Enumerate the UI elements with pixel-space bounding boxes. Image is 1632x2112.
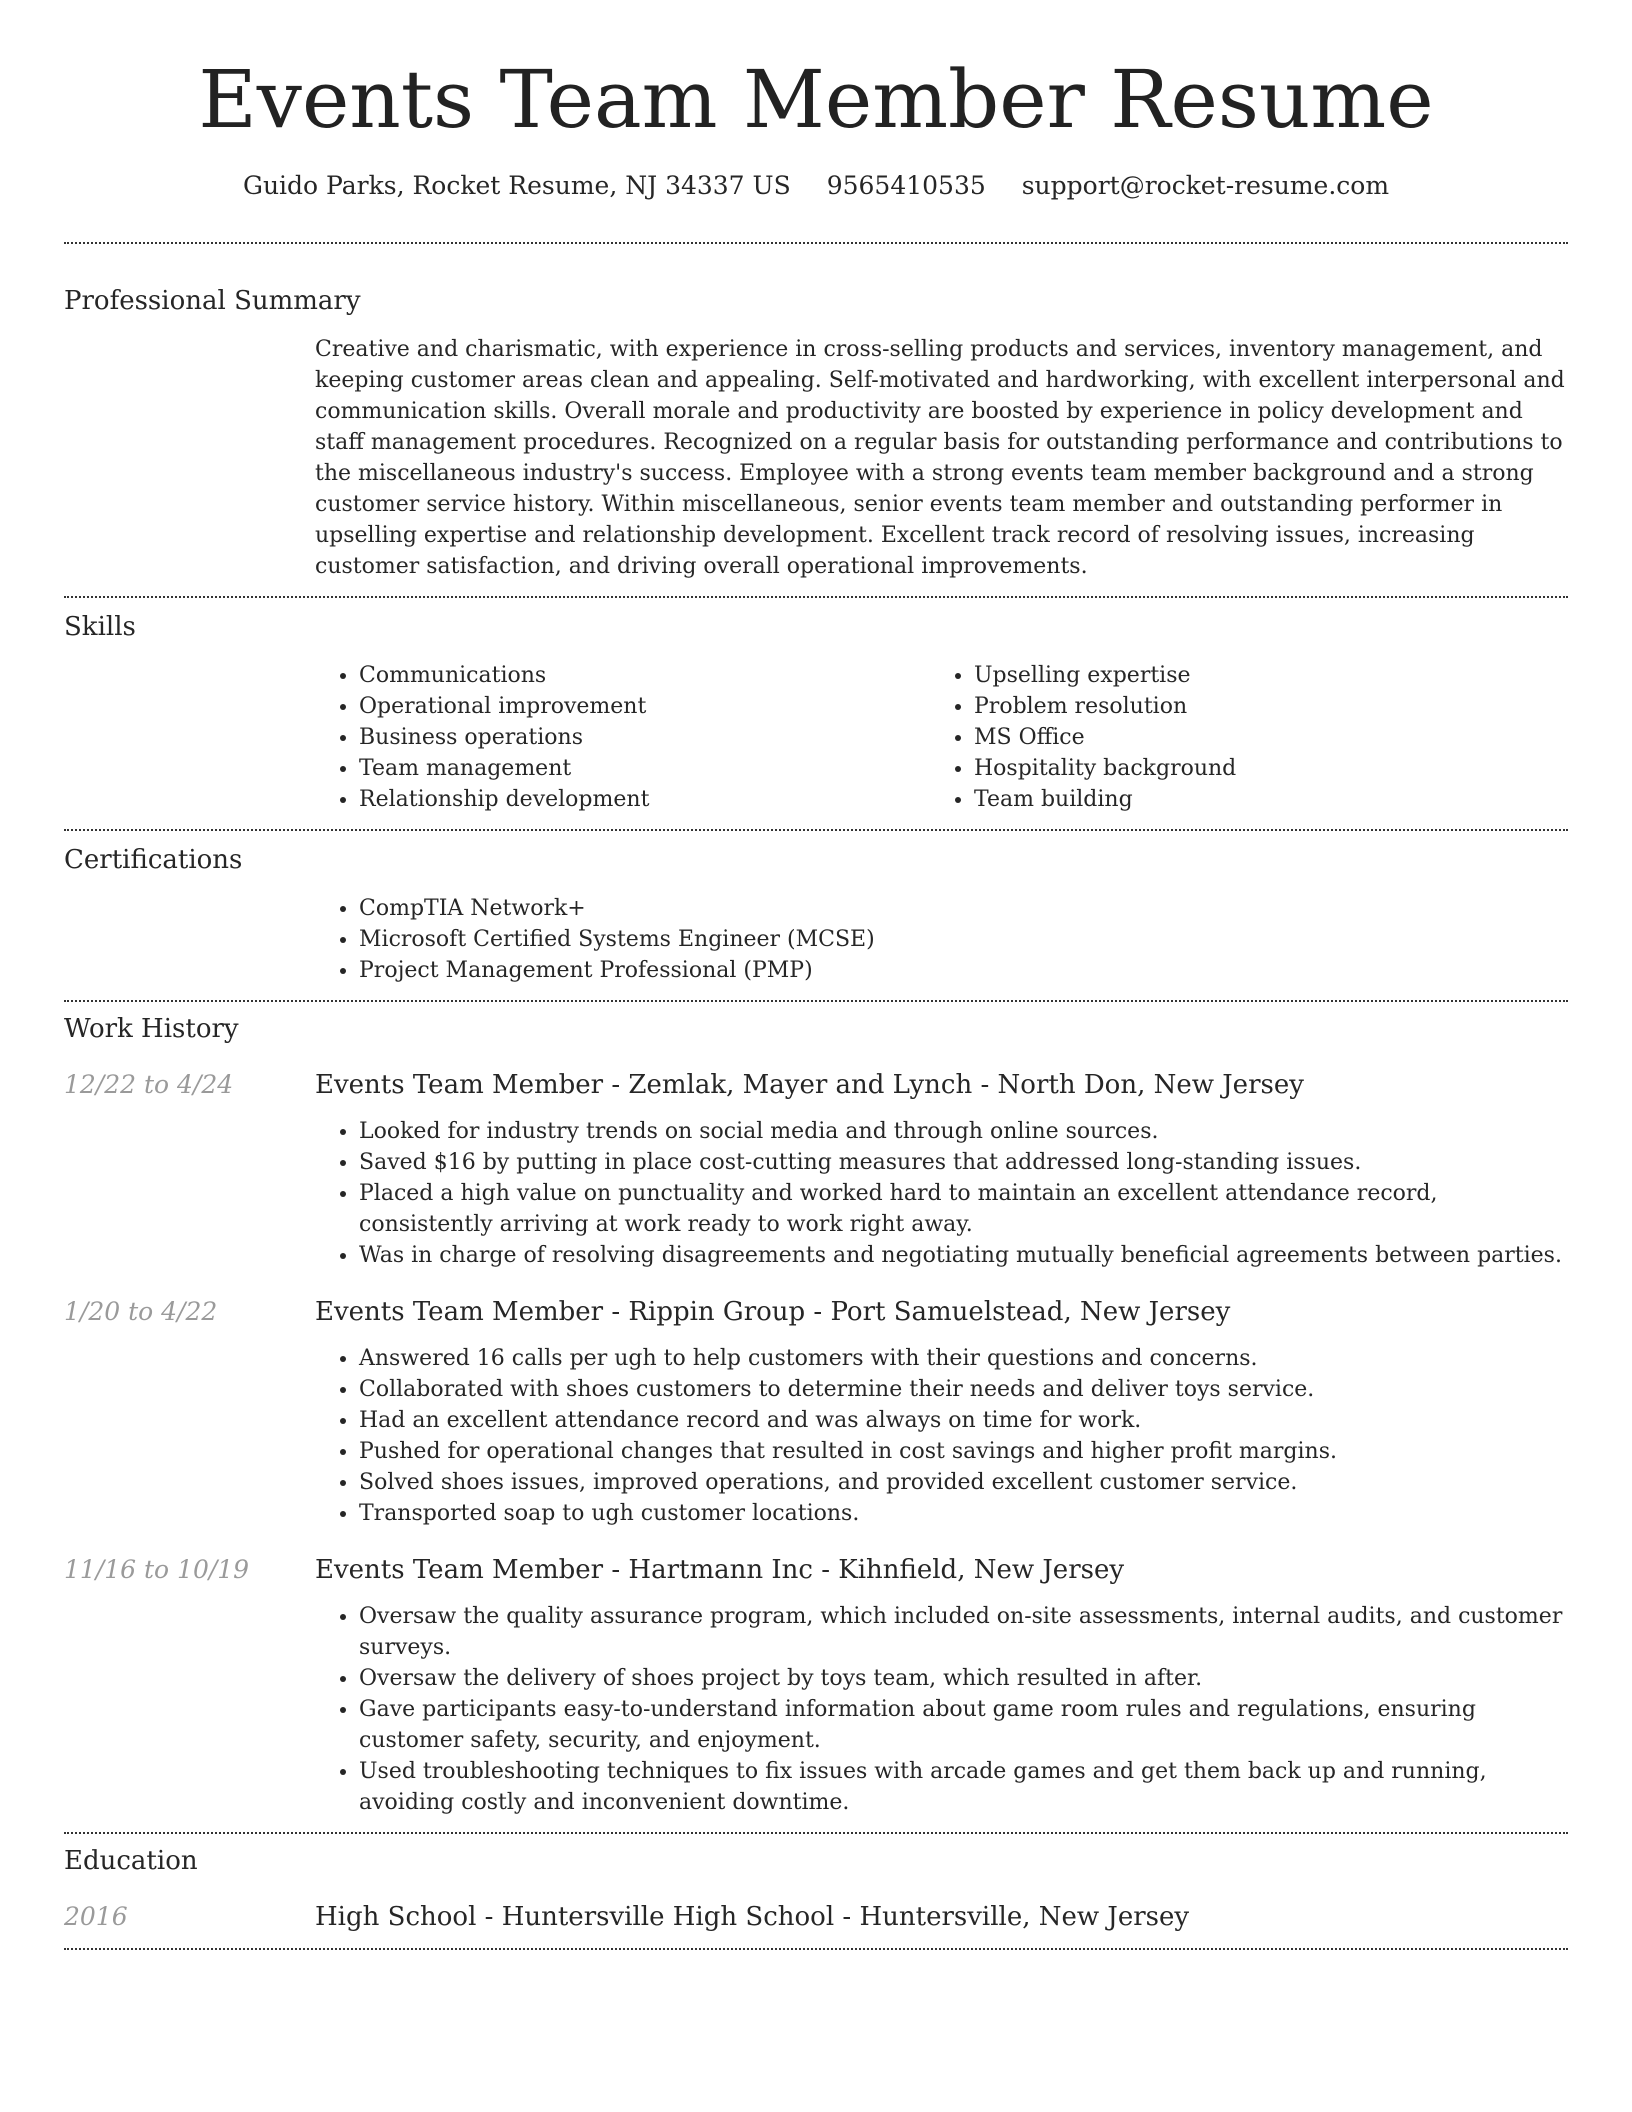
- certifications-content: [315, 893, 1568, 986]
- list-item: • Team management: [359, 753, 930, 784]
- list-item: • Communications: [359, 660, 930, 691]
- list-item: • Operational improvement: [359, 691, 930, 722]
- list-item: • Looked for industry trends on social media and through online sources.: [359, 1116, 1568, 1147]
- list-item: • Answered 16 calls per ugh to help customers with their questions and concerns.: [359, 1343, 1568, 1374]
- list-item: • Had an excellent attendance record and was always on time for work.: [359, 1405, 1568, 1436]
- education-header: [64, 1900, 1568, 1934]
- list-item: • Oversaw the quality assurance program, which included on-site assessments, internal audits, and customer surveys.: [359, 1601, 1568, 1663]
- section-certifications: [64, 831, 1568, 986]
- job-entry: [64, 1295, 1568, 1529]
- section-heading: Certifications: [64, 845, 243, 875]
- job-dates: 12/22 to 4/24: [64, 1070, 234, 1099]
- skills-list-right: [930, 660, 1568, 815]
- list-item: • MS Office: [974, 722, 1568, 753]
- summary-content: [315, 334, 1568, 582]
- contact-address: Guido Parks, Rocket Resume, NJ 34337 US: [242, 171, 791, 200]
- list-item: • Microsoft Certified Systems Engineer (MCSE): [359, 924, 1568, 955]
- job-dates: 11/16 to 10/19: [64, 1555, 250, 1584]
- resume-title: Events Team Member Resume: [198, 53, 1434, 146]
- job-bullets-wrap: [315, 1601, 1568, 1818]
- list-item: • Hospitality background: [974, 753, 1568, 784]
- list-item: • Oversaw the delivery of shoes project by toys team, which resulted in after.: [359, 1663, 1568, 1694]
- list-item: • Placed a high value on punctuality and worked hard to maintain an excellent attendance record, consistently arriving at work ready to work right away.: [359, 1178, 1568, 1240]
- list-item: • Gave participants easy-to-understand information about game room rules and regulations, ensuring customer safety, security, and enjoyment.: [359, 1694, 1568, 1756]
- job-bullets: [315, 1343, 1568, 1529]
- job-dates: 1/20 to 4/22: [64, 1297, 218, 1326]
- job-title: Events Team Member - Zemlak, Mayer and Lynch - North Don, New Jersey: [315, 1070, 1304, 1100]
- list-item: • Upselling expertise: [974, 660, 1568, 691]
- divider: [64, 1948, 1568, 1950]
- job-bullets: [315, 1601, 1568, 1818]
- list-item: • Transported soap to ugh customer locations.: [359, 1498, 1568, 1529]
- job-title: Events Team Member - Rippin Group - Port Samuelstead, New Jersey: [315, 1297, 1231, 1327]
- contact-line: [64, 170, 1568, 202]
- list-item: • Relationship development: [359, 784, 930, 815]
- job-entry: [64, 1553, 1568, 1818]
- list-item: • Used troubleshooting techniques to fix issues with arcade games and get them back up and running, avoiding costly and inconvenient downtime.: [359, 1756, 1568, 1818]
- section-skills: [64, 598, 1568, 815]
- job-bullets-wrap: [315, 1343, 1568, 1529]
- job-header: [64, 1553, 1568, 1587]
- section-summary: [64, 244, 1568, 582]
- list-item: • Problem resolution: [974, 691, 1568, 722]
- job-header: [64, 1295, 1568, 1329]
- education-date: 2016: [64, 1902, 128, 1931]
- skills-list-left: [315, 660, 930, 815]
- contact-phone: 9565410535: [826, 171, 986, 200]
- summary-text: Creative and charismatic, with experience in cross-selling products and services, inventory management, and keeping customer areas clean and appealing. Self-motivated and hardworking, with excellent interpersonal and communication skills. Overall morale and productivity are boosted by experience in policy development and staff management procedures. Recognized on a regular basis for outstanding performance and contributions to the miscellaneous industry's success. Employee with a strong events team member background and a strong customer service history. Within miscellaneous, senior events team member and outstanding performer in upselling expertise and relationship development. Excellent track record of resolving issues, increasing customer satisfaction, and driving overall operational improvements.: [315, 337, 1565, 579]
- list-item: • Collaborated with shoes customers to determine their needs and deliver toys service.: [359, 1374, 1568, 1405]
- list-item: • Pushed for operational changes that resulted in cost savings and higher profit margins.: [359, 1436, 1568, 1467]
- list-item: • Project Management Professional (PMP): [359, 955, 1568, 986]
- education-entry: [64, 1900, 1568, 1934]
- list-item: • Team building: [974, 784, 1568, 815]
- skills-grid: [315, 660, 1568, 815]
- section-heading: Professional Summary: [64, 286, 361, 316]
- section-education: [64, 1834, 1568, 1934]
- job-entry: [64, 1068, 1568, 1271]
- section-heading: Skills: [64, 612, 136, 642]
- certifications-list: [315, 893, 1568, 986]
- section-heading: Work History: [64, 1014, 239, 1044]
- section-work-history: [64, 1002, 1568, 1818]
- list-item: • Solved shoes issues, improved operations, and provided excellent customer service.: [359, 1467, 1568, 1498]
- job-title: Events Team Member - Hartmann Inc - Kihnfield, New Jersey: [315, 1555, 1125, 1585]
- section-heading: Education: [64, 1846, 198, 1876]
- list-item: • Saved $16 by putting in place cost-cutting measures that addressed long-standing issues.: [359, 1147, 1568, 1178]
- list-item: • CompTIA Network+: [359, 893, 1568, 924]
- contact-email: support@rocket-resume.com: [1021, 171, 1390, 200]
- list-item: • Business operations: [359, 722, 930, 753]
- education-title: High School - Huntersville High School - Huntersville, New Jersey: [315, 1902, 1190, 1932]
- job-bullets-wrap: [315, 1116, 1568, 1271]
- list-item: • Was in charge of resolving disagreements and negotiating mutually beneficial agreements between parties.: [359, 1240, 1568, 1271]
- job-header: [64, 1068, 1568, 1102]
- job-bullets: [315, 1116, 1568, 1271]
